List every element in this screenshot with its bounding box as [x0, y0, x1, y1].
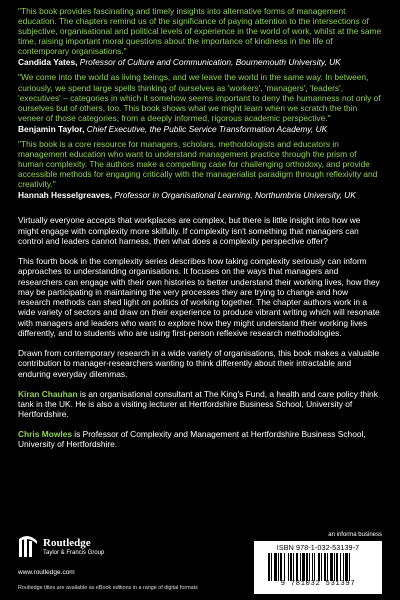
endorsement-quote: "This book provides fascinating and timely insights into alternative forms of management education. The chapters remind us of the significance of paying attention to the intersections of subjective, organisational and political levels of experience in the world of work, whilst at the same time, raising important moral questions about the importance of kindness in the life of contemporary organisations." [18, 6, 382, 57]
publisher-footer [0, 532, 400, 600]
isbn-label: ISBN 978-1-032-53139-7 [276, 543, 360, 552]
ebook-note: Routledge titles are available as eBook editions in a range of digital formats [18, 585, 198, 591]
barcode-bar [318, 553, 320, 581]
endorser-name: Benjamin Taylor, [18, 123, 85, 134]
informa-label: an informa business [328, 532, 382, 538]
spacer [18, 205, 382, 215]
barcode-bar [330, 553, 333, 581]
author-bio-text: is an organisational consultant at The King's Fund, a health and care policy think tank in the UK. He is also a visiting lecturer at Hertfordshire Business School, University of Hertfordshire. [18, 388, 378, 420]
barcode-bar [327, 553, 328, 581]
barcode-bar [284, 553, 285, 581]
publisher-website: www.routledge.com [18, 569, 75, 576]
publisher-logo [18, 535, 104, 559]
endorser-role: Professor in Organisational Learning, Northumbria University, UK [114, 190, 356, 201]
endorsement [18, 6, 382, 67]
endorser-name: Candida Yates, [18, 57, 78, 68]
barcode-bar [290, 553, 292, 581]
author-bio [18, 389, 382, 420]
author-name: Chris Mowles [18, 428, 72, 439]
barcode-bar [324, 553, 326, 581]
author-bio [18, 429, 382, 450]
blurb-paragraph: This fourth book in the complexity series describes how taking complexity seriously can inform approaches to understanding organisations. It focuses on the ways that managers and researchers can engage with their own histories to better understand their working lives, how they may be participating in maintaining the very processes they are trying to change and how research methods can shed light on politics of working together. The chapter authors work in a wide variety of sectors and draw on their experience to produce vibrant writing which will resonate with managers and leaders who want to explore how they might understand their working lives differently, and to students who are using first-person reflexive research methodologies. [18, 256, 380, 338]
barcode-bar [334, 553, 335, 581]
routledge-logo-icon [18, 535, 38, 559]
endorsement-attribution [18, 190, 382, 200]
barcode-bar [268, 553, 270, 581]
author-name: Kiran Chauhan [18, 388, 78, 399]
blurb-paragraph: Virtually everyone accepts that workplaces are complex, but there is little insight into how we might engage with complexity more skilfully. If complexity isn't something that managers can control and leaders cannot harness, then what does a complexity perspective offer? [18, 215, 361, 246]
publisher-name: Routledge [43, 537, 91, 549]
barcode [254, 541, 382, 594]
barcode-bar [306, 553, 308, 581]
logo-text [43, 538, 104, 556]
barcode-bar [278, 553, 279, 581]
barcode-bar [309, 553, 310, 581]
barcode-bar [312, 553, 313, 581]
barcode-digits: 9 781032 531397 [280, 580, 356, 588]
barcode-bar [340, 553, 341, 581]
endorsement-attribution [18, 124, 382, 134]
endorsement-quote: "We come into the world as living beings, and we leave the world in the same way. In between, curiously, we spend large spells thinking of ourselves as 'workers', 'managers', 'leaders', 'executives' – categories in which it somehow seems important to deny the humanness not only of ourselves but of others, too. This book shows what we might learn when we scratch the thin veneer of those categories, from a deeply informed, rigorous academic perspective." [18, 72, 381, 123]
author-bio-text: is Professor of Complexity and Management at Hertfordshire Business School, University of Hertfordshire. [18, 428, 366, 449]
barcode-bar [293, 553, 294, 581]
barcode-bar [296, 553, 298, 581]
barcode-bar [349, 553, 350, 581]
barcode-bar [274, 553, 277, 581]
endorsement-quote: "This book is a core resource for managers, scholars, methodologists and educators in management education who want to understand management practice through the prism of human complexity. The authors make a compelling case for challenging orthodoxy, and provide accessible methods for engaging critically with the managerialist paradigm through reflexivity and creativity." [18, 138, 378, 190]
endorsement-attribution [18, 57, 382, 67]
publisher-group: Taylor & Francis Group [43, 550, 105, 556]
barcode-bar [302, 553, 305, 581]
barcode-bar [345, 553, 348, 581]
barcode-bar [271, 553, 272, 581]
endorser-name: Hannah Hesselgreaves, [18, 190, 113, 201]
blurb-paragraph: Drawn from contemporary research in a wide variety of organisations, this book makes a valuable contribution to manager-researchers wanting to think differently about their intractable and enduring everyday dilemmas. [18, 348, 380, 379]
barcode-bar [314, 553, 315, 581]
barcode-bar [321, 553, 322, 581]
barcode-bar [280, 553, 282, 581]
barcode-bar [300, 553, 301, 581]
barcode-bar [288, 553, 289, 581]
barcode-bars [266, 553, 370, 581]
endorser-role: Professor of Culture and Communication, Bournemouth University, UK [79, 57, 341, 68]
barcode-bar [336, 553, 338, 581]
barcode-bar [343, 553, 344, 581]
endorsement [18, 72, 382, 133]
endorsement [18, 139, 382, 200]
endorser-role: Chief Executive, the Public Service Transformation Academy, UK [86, 123, 328, 134]
